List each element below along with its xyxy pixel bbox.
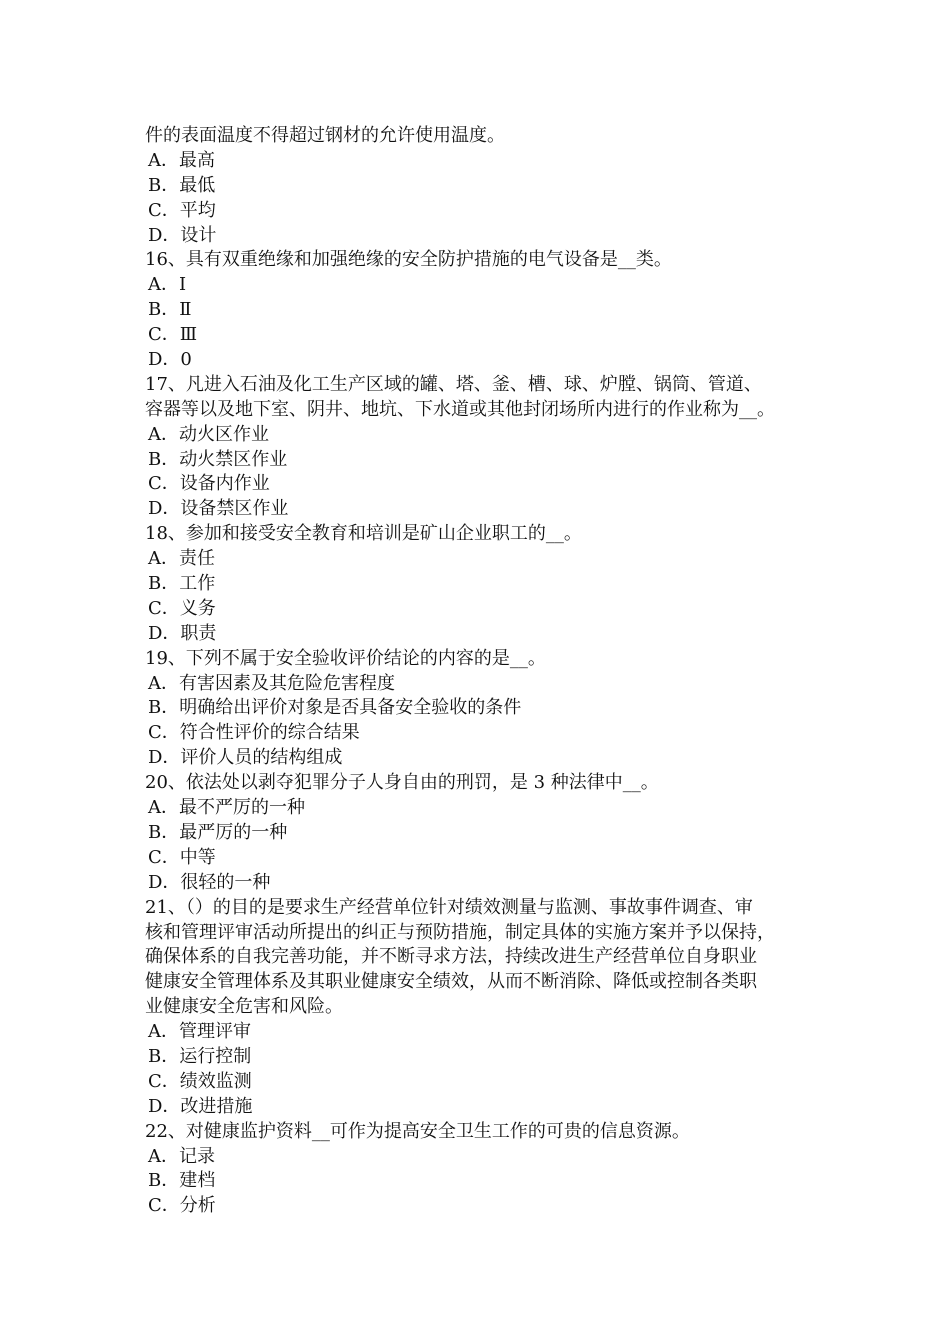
answer-option-line: A．管理评审 bbox=[148, 1021, 251, 1043]
answer-option-line: C．中等 bbox=[148, 846, 216, 868]
answer-option-line: C．设备内作业 bbox=[148, 473, 270, 495]
question-text-line: 21、（）的目的是要求生产经营单位针对绩效测量与监测、事故事件调查、审 bbox=[145, 896, 753, 918]
answer-option-line: A．记录 bbox=[148, 1145, 215, 1167]
answer-option-line: C．绩效监测 bbox=[148, 1070, 252, 1092]
answer-option-line: C．符合性评价的综合结果 bbox=[148, 722, 360, 744]
answer-option-line: B．最严厉的一种 bbox=[148, 821, 288, 843]
question-text-line: 容器等以及地下室、阴井、地坑、下水道或其他封闭场所内进行的作业称为__。 bbox=[145, 398, 775, 420]
answer-option-line: B．动火禁区作业 bbox=[148, 448, 288, 470]
question-text-line: 件的表面温度不得超过钢材的允许使用温度。 bbox=[145, 125, 505, 146]
answer-option-line: B．工作 bbox=[148, 573, 216, 595]
answer-option-line: C．分析 bbox=[148, 1195, 216, 1217]
question-text-line: 19、下列不属于安全验收评价结论的内容的是__。 bbox=[145, 647, 546, 669]
answer-option-line: B．运行控制 bbox=[148, 1045, 252, 1067]
document-body bbox=[145, 124, 835, 1219]
answer-option-line: C．Ⅲ bbox=[148, 324, 198, 346]
answer-option-line: D．设计 bbox=[148, 224, 217, 246]
answer-option-line: D．设备禁区作业 bbox=[148, 498, 289, 520]
answer-option-line: A．有害因素及其危险危害程度 bbox=[148, 672, 395, 694]
answer-option-line: A．动火区作业 bbox=[148, 423, 269, 445]
question-text-line: 20、依法处以剥夺犯罪分子人身自由的刑罚，是 3 种法律中__。 bbox=[145, 772, 659, 794]
answer-option-line: A．最高 bbox=[148, 149, 215, 171]
answer-option-line: A．责任 bbox=[148, 548, 215, 570]
question-text-line: 16、具有双重绝缘和加强绝缘的安全防护措施的电气设备是__类。 bbox=[145, 249, 672, 271]
answer-option-line: D．0 bbox=[148, 349, 192, 371]
answer-option-line: D．很轻的一种 bbox=[148, 871, 271, 893]
answer-option-line: C．义务 bbox=[148, 597, 216, 619]
answer-option-line: B．明确给出评价对象是否具备安全验收的条件 bbox=[148, 697, 522, 719]
answer-option-line: C．平均 bbox=[148, 199, 216, 221]
question-text-line: 22、对健康监护资料__可作为提高安全卫生工作的可贵的信息资源。 bbox=[145, 1120, 690, 1142]
question-text-line: 18、参加和接受安全教育和培训是矿山企业职工的__。 bbox=[145, 523, 582, 545]
question-text-line: 健康安全管理体系及其职业健康安全绩效，从而不断消除、降低或控制各类职 bbox=[145, 971, 757, 993]
question-text-line: 核和管理评审活动所提出的纠正与预防措施，制定具体的实施方案并予以保持， bbox=[145, 921, 775, 943]
question-text-line: 17、凡进入石油及化工生产区域的罐、塔、釜、槽、球、炉膛、锅筒、管道、 bbox=[145, 373, 762, 395]
answer-option-line: B．最低 bbox=[148, 174, 216, 196]
question-text-line: 业健康安全危害和风险。 bbox=[145, 996, 343, 1018]
answer-option-line: B．建档 bbox=[148, 1170, 216, 1192]
answer-option-line: D．职责 bbox=[148, 622, 217, 644]
answer-option-line: A．Ⅰ bbox=[148, 274, 187, 296]
answer-option-line: A．最不严厉的一种 bbox=[148, 797, 305, 819]
answer-option-line: D．评价人员的结构组成 bbox=[148, 747, 343, 769]
answer-option-line: D．改进措施 bbox=[148, 1095, 253, 1117]
question-text-line: 确保体系的自我完善功能，并不断寻求方法，持续改进生产经营单位自身职业 bbox=[145, 946, 757, 968]
answer-option-line: B．Ⅱ bbox=[148, 299, 192, 321]
